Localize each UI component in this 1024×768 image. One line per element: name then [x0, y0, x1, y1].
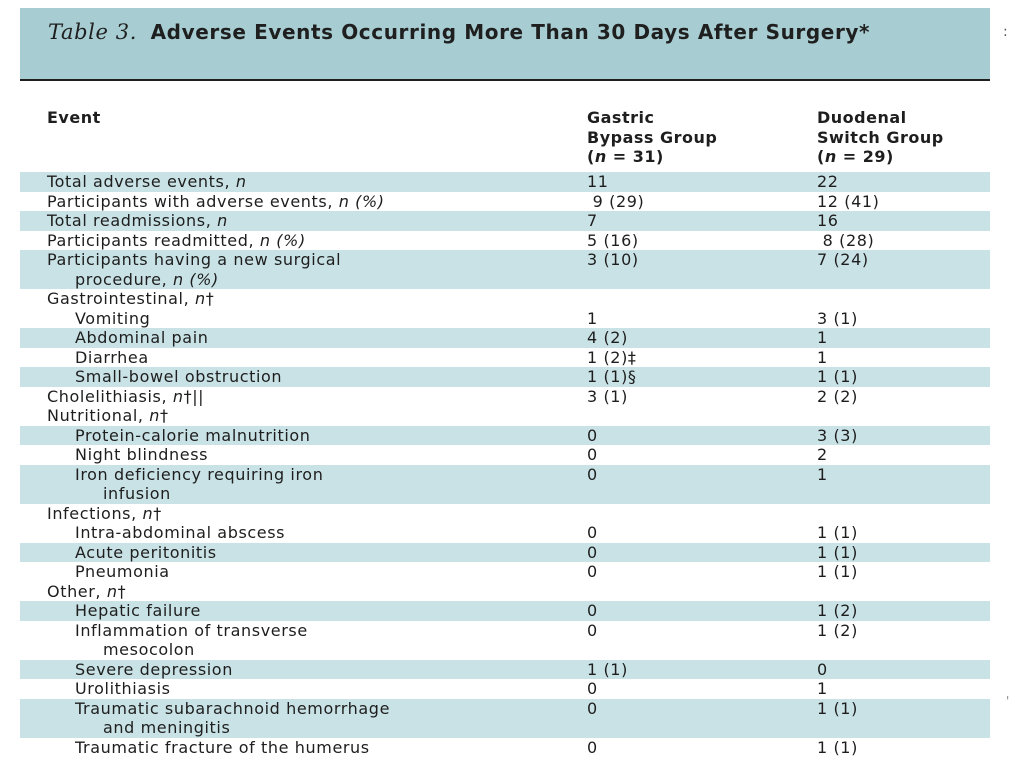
gastric-bypass-value: 1 [587, 308, 598, 328]
event-label [20, 562, 525, 582]
event-label [20, 211, 517, 231]
event-label [20, 699, 525, 738]
duodenal-switch-value: 3 (3) [817, 425, 858, 445]
duodenal-switch-value: 1 (2) [817, 601, 858, 620]
event-label-text: Pneumonia [75, 562, 170, 581]
table-number: Table 3. [48, 20, 137, 44]
table-row [20, 621, 990, 660]
header-ds-line1: Duodenal [817, 108, 907, 127]
header-gb-line1: Gastric [587, 108, 655, 127]
gastric-bypass-value: 1 (1)§ [587, 367, 637, 386]
duodenal-switch-value: 1 [817, 328, 828, 347]
gastric-bypass-value: 0 [587, 425, 598, 445]
event-label-text: Traumatic fracture of the humerus [75, 737, 370, 757]
duodenal-switch-value: 2 [817, 445, 828, 464]
duodenal-switch-value: 8 (28) [817, 230, 875, 250]
table-row [20, 192, 990, 212]
duodenal-switch-value: 3 (1) [817, 308, 858, 328]
event-label-text: Other, n† [47, 581, 127, 601]
table-row [20, 660, 990, 680]
table-row [20, 211, 990, 231]
table-row [20, 250, 990, 289]
table-row [20, 679, 990, 699]
event-label [20, 309, 525, 329]
duodenal-switch-value: 7 (24) [817, 250, 869, 269]
duodenal-switch-value: 2 (2) [817, 386, 858, 406]
table-row [20, 172, 990, 192]
duodenal-switch-value: 1 (1) [817, 562, 858, 581]
gastric-bypass-value: 0 [587, 737, 598, 757]
header-duodenal-switch [817, 108, 944, 167]
event-label-continuation: mesocolon [103, 640, 195, 659]
table-row [20, 582, 990, 602]
gastric-bypass-value: 0 [587, 601, 598, 620]
duodenal-switch-value: 1 [817, 464, 828, 484]
event-label [20, 172, 517, 192]
event-label [20, 445, 525, 465]
event-label-text: Small-bowel obstruction [75, 367, 283, 386]
table-row [20, 309, 990, 329]
event-label-text: Vomiting [75, 308, 151, 328]
event-label-text: Traumatic subarachnoid hemorrhage [75, 698, 391, 718]
event-label-text: Acute peritonitis [75, 542, 217, 562]
event-label-text: Inflammation of transverse [75, 620, 308, 640]
gastric-bypass-value: 0 [587, 679, 598, 698]
event-label [20, 406, 517, 426]
event-label [20, 504, 517, 524]
duodenal-switch-value: 1 (1) [817, 698, 858, 718]
table-row [20, 543, 990, 563]
event-label-text: Gastrointestinal, n† [47, 289, 215, 308]
duodenal-switch-value: 1 (1) [817, 737, 858, 757]
header-ds-n: (n = 29) [817, 147, 894, 166]
adverse-events-table [20, 108, 990, 757]
table-title-band [20, 8, 990, 81]
header-ds-line2: Switch Group [817, 127, 944, 147]
duodenal-switch-value: 0 [817, 659, 828, 679]
event-label-text: Cholelithiasis, n†|| [47, 386, 205, 406]
table-body [20, 172, 990, 757]
table-row [20, 231, 990, 251]
duodenal-switch-value: 1 [817, 347, 828, 367]
event-label-text: Infections, n† [47, 503, 162, 523]
table-row [20, 465, 990, 504]
event-label-text: Nutritional, n† [47, 406, 169, 425]
event-label [20, 231, 517, 251]
table-row [20, 289, 990, 309]
event-label-text: Protein-calorie malnutrition [75, 425, 311, 445]
gastric-bypass-value: 5 (16) [587, 230, 639, 250]
event-label [20, 426, 525, 446]
event-label-text: Participants readmitted, n (%) [47, 230, 306, 250]
event-label [20, 387, 517, 407]
event-label [20, 289, 517, 309]
edge-mark-top: : [1003, 24, 1008, 40]
event-label-continuation: infusion [103, 484, 171, 503]
header-gastric-bypass [587, 108, 717, 167]
event-label [20, 679, 525, 699]
gastric-bypass-value: 0 [587, 445, 598, 464]
table-caption: Adverse Events Occurring More Than 30 Days After Surgery* [150, 20, 871, 44]
event-label [20, 348, 525, 368]
table-row [20, 426, 990, 446]
duodenal-switch-value: 16 [817, 211, 839, 230]
duodenal-switch-value: 12 (41) [817, 191, 880, 211]
table-row [20, 348, 990, 368]
table-row [20, 601, 990, 621]
duodenal-switch-value: 1 (1) [817, 367, 858, 386]
event-label-text: Intra-abdominal abscess [75, 523, 286, 542]
header-gb-n: (n = 31) [587, 147, 664, 166]
event-label-continuation: and meningitis [103, 718, 231, 737]
event-label-text: Total adverse events, n [47, 172, 247, 191]
gastric-bypass-value: 7 [587, 211, 598, 230]
event-label [20, 192, 517, 212]
table-row [20, 562, 990, 582]
event-label-text: Hepatic failure [75, 601, 201, 620]
event-label [20, 660, 525, 680]
gastric-bypass-value: 3 (1) [587, 386, 628, 406]
event-label [20, 543, 525, 563]
table-row [20, 367, 990, 387]
gastric-bypass-value: 1 (1) [587, 659, 628, 679]
event-label-text: Urolithiasis [75, 679, 171, 698]
header-event: Event [47, 108, 101, 127]
event-label [20, 367, 525, 387]
event-label [20, 465, 525, 504]
duodenal-switch-value: 1 (1) [817, 523, 858, 542]
event-label [20, 582, 517, 602]
event-label-text: Participants having a new surgical [47, 250, 342, 269]
event-label-text: Abdominal pain [75, 328, 209, 347]
table-row [20, 738, 990, 758]
event-label-text: Iron deficiency requiring iron [75, 464, 324, 484]
gastric-bypass-value: 11 [587, 172, 609, 191]
event-label-text: Total readmissions, n [47, 211, 228, 230]
duodenal-switch-value: 1 (1) [817, 542, 858, 562]
event-label-text: Participants with adverse events, n (%) [47, 191, 385, 211]
gastric-bypass-value: 1 (2)‡ [587, 347, 637, 367]
table-row [20, 504, 990, 524]
duodenal-switch-value: 1 [817, 679, 828, 698]
gastric-bypass-value: 3 (10) [587, 250, 639, 269]
duodenal-switch-value: 22 [817, 172, 839, 191]
event-label-text: Night blindness [75, 445, 209, 464]
table-row [20, 387, 990, 407]
table-row [20, 328, 990, 348]
event-label [20, 250, 517, 289]
table-row [20, 699, 990, 738]
event-label-text: Diarrhea [75, 347, 149, 367]
edge-mark-bottom: ' [1006, 694, 1010, 708]
event-label [20, 601, 525, 621]
gastric-bypass-value: 0 [587, 562, 598, 581]
event-label-text: Severe depression [75, 659, 233, 679]
event-label-continuation: procedure, n (%) [75, 269, 219, 289]
event-label [20, 523, 525, 543]
table-header [20, 108, 990, 168]
gastric-bypass-value: 0 [587, 620, 598, 640]
gastric-bypass-value: 9 (29) [587, 191, 645, 211]
event-label [20, 328, 525, 348]
gastric-bypass-value: 4 (2) [587, 328, 628, 347]
table-row [20, 523, 990, 543]
table-row [20, 406, 990, 426]
header-gb-line2: Bypass Group [587, 127, 718, 147]
gastric-bypass-value: 0 [587, 523, 598, 542]
gastric-bypass-value: 0 [587, 464, 598, 484]
event-label [20, 738, 525, 758]
table-title [48, 20, 948, 45]
gastric-bypass-value: 0 [587, 698, 598, 718]
gastric-bypass-value: 0 [587, 542, 598, 562]
duodenal-switch-value: 1 (2) [817, 620, 858, 640]
event-label [20, 621, 525, 660]
table-row [20, 445, 990, 465]
